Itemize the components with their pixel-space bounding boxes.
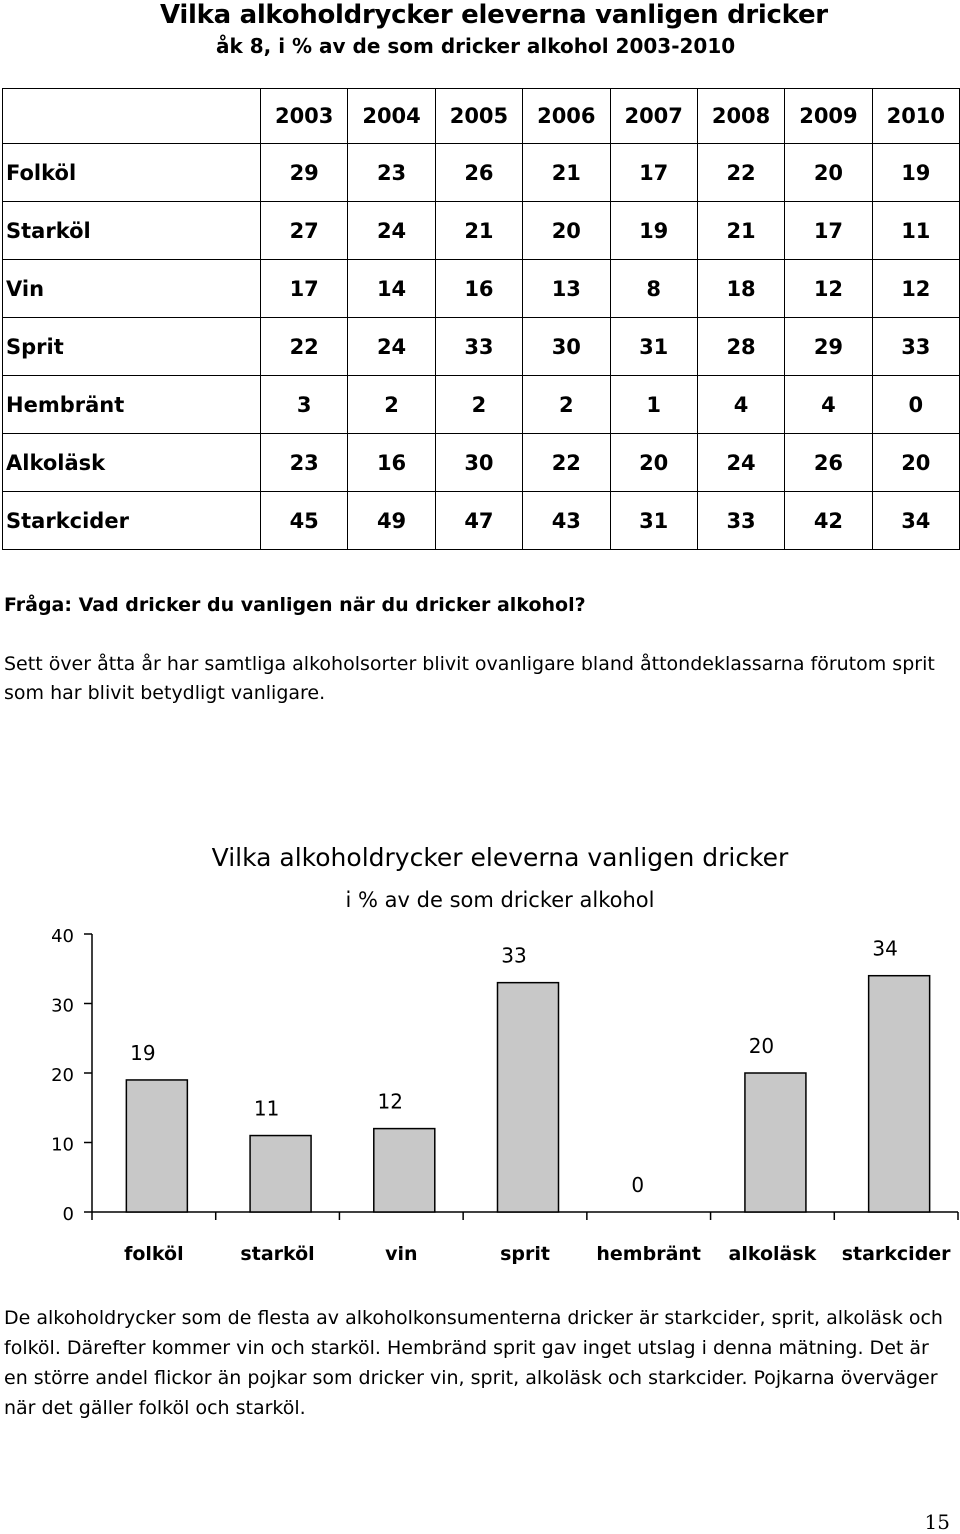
table-cell: 47 [435, 492, 522, 550]
row-label: Vin [3, 260, 261, 318]
category-label: starkcider [841, 1243, 951, 1265]
table-cell: 2 [348, 376, 435, 434]
table-row [3, 260, 960, 318]
table-cell: 11 [872, 202, 959, 260]
data-label: 12 [377, 1089, 404, 1114]
table-cell: 27 [261, 202, 348, 260]
table-cell: 29 [785, 318, 872, 376]
table-cell: 28 [697, 318, 784, 376]
table-cell: 30 [435, 434, 522, 492]
summary-paragraph: Sett över åtta år har samtliga alkoholsorter blivit ovanligare bland åttondeklassarna förutom sprit som har blivit betydligt vanligare. [4, 653, 935, 704]
year-header: 2006 [523, 89, 610, 144]
data-label: 19 [130, 1040, 156, 1065]
table-cell: 33 [872, 318, 959, 376]
table-cell: 12 [872, 260, 959, 318]
data-label: 11 [253, 1096, 280, 1121]
table-cell: 33 [697, 492, 784, 550]
year-header: 2008 [697, 89, 784, 144]
table-cell: 24 [697, 434, 784, 492]
table-cell: 22 [697, 144, 784, 202]
table-cell: 3 [261, 376, 348, 434]
table-header-row [3, 89, 960, 144]
table-cell: 21 [435, 202, 522, 260]
table-cell: 20 [523, 202, 610, 260]
table-cell: 18 [697, 260, 784, 318]
data-label: 20 [748, 1034, 775, 1058]
table-cell: 4 [785, 376, 872, 434]
bar [250, 1136, 311, 1212]
table-cell: 16 [348, 434, 435, 492]
table-row [3, 144, 960, 202]
year-header: 2009 [785, 89, 872, 144]
table-cell: 26 [435, 144, 522, 202]
table-cell: 17 [261, 260, 348, 318]
table-cell: 24 [348, 202, 435, 260]
table-cell: 0 [872, 376, 959, 434]
table-cell: 12 [785, 260, 872, 318]
row-label: Folköl [3, 144, 261, 202]
row-label: Alkoläsk [3, 434, 261, 492]
bar [869, 976, 930, 1212]
table-cell: 23 [348, 144, 435, 202]
table-cell: 22 [261, 318, 348, 376]
y-tick-label: 10 [51, 1134, 74, 1156]
category-label: folköl [124, 1243, 184, 1265]
year-header: 2007 [610, 89, 697, 144]
bar-chart [0, 830, 960, 1280]
bar [126, 1080, 187, 1212]
category-label: sprit [500, 1243, 550, 1265]
table-cell: 19 [872, 144, 959, 202]
table-cell: 17 [785, 202, 872, 260]
header-corner [3, 89, 261, 144]
table-cell: 31 [610, 318, 697, 376]
table-cell: 21 [523, 144, 610, 202]
page-number: 15 [924, 1510, 950, 1534]
data-label: 33 [501, 943, 527, 968]
table-row [3, 492, 960, 550]
table-row [3, 202, 960, 260]
table-cell: 43 [523, 492, 610, 550]
year-header: 2005 [435, 89, 522, 144]
table-cell: 26 [785, 434, 872, 492]
y-tick-label: 30 [51, 995, 74, 1017]
survey-question: Fråga: Vad dricker du vanligen när du dricker alkohol? [4, 594, 586, 616]
table-cell: 20 [872, 434, 959, 492]
table-cell: 20 [785, 144, 872, 202]
table-cell: 17 [610, 144, 697, 202]
table-cell: 1 [610, 376, 697, 434]
page-subtitle: åk 8, i % av de som dricker alkohol 2003-2010 [216, 34, 736, 58]
table-cell: 31 [610, 492, 697, 550]
category-label: vin [385, 1243, 418, 1265]
data-label: 0 [631, 1173, 645, 1197]
table-cell: 20 [610, 434, 697, 492]
bar [745, 1073, 806, 1212]
year-header: 2004 [348, 89, 435, 144]
category-label: alkoläsk [728, 1243, 817, 1265]
table-cell: 14 [348, 260, 435, 318]
table-row [3, 434, 960, 492]
row-label: Starköl [3, 202, 261, 260]
bar [498, 983, 559, 1212]
table-cell: 2 [435, 376, 522, 434]
data-label: 34 [872, 936, 898, 961]
table-cell: 8 [610, 260, 697, 318]
row-label: Hembränt [3, 376, 261, 434]
table-row [3, 318, 960, 376]
table-row [3, 376, 960, 434]
chart-title: Vilka alkoholdrycker eleverna vanligen dricker [211, 843, 789, 872]
table-cell: 22 [523, 434, 610, 492]
table-cell: 24 [348, 318, 435, 376]
y-tick-label: 0 [62, 1204, 74, 1225]
row-label: Starkcider [3, 492, 261, 550]
table-cell: 21 [697, 202, 784, 260]
table-cell: 4 [697, 376, 784, 434]
table-cell: 45 [261, 492, 348, 550]
chart-subtitle: i % av de som dricker alkohol [345, 888, 655, 912]
table-cell: 30 [523, 318, 610, 376]
year-header: 2003 [261, 89, 348, 144]
table-cell: 19 [610, 202, 697, 260]
table-cell: 49 [348, 492, 435, 550]
category-label: hembränt [596, 1243, 702, 1265]
table-cell: 42 [785, 492, 872, 550]
year-header: 2010 [872, 89, 959, 144]
table-cell: 29 [261, 144, 348, 202]
y-tick-label: 40 [51, 926, 74, 947]
row-label: Sprit [3, 318, 261, 376]
table-cell: 33 [435, 318, 522, 376]
table-cell: 23 [261, 434, 348, 492]
table-cell: 16 [435, 260, 522, 318]
data-table [2, 88, 960, 550]
bar [374, 1129, 435, 1212]
y-tick-label: 20 [51, 1065, 74, 1086]
table-cell: 34 [872, 492, 959, 550]
page-title: Vilka alkoholdrycker eleverna vanligen dricker [160, 0, 828, 30]
table-cell: 13 [523, 260, 610, 318]
conclusion-paragraph: De alkoholdrycker som de flesta av alkoholkonsumenterna dricker är starkcider, sprit, alkoläsk och folköl. Därefter kommer vin och starköl. Hembränd sprit gav inget utslag i denna mätning. Det är en större andel flickor än pojkar som dricker vin, sprit, alkoläsk och starkcider. Pojkarna överväger när det gäller folköl och starköl. [4, 1307, 943, 1419]
table-cell: 2 [523, 376, 610, 434]
category-label: starköl [240, 1243, 315, 1265]
